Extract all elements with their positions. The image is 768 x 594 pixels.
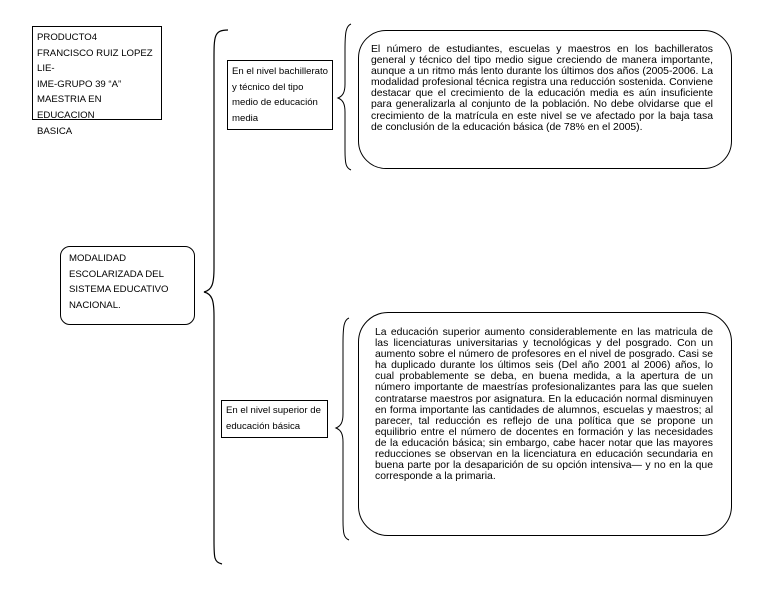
- branch-label-line: educación básica: [226, 420, 301, 432]
- upper-brace: [338, 24, 351, 170]
- main-topic-line: NACIONAL.: [69, 299, 121, 311]
- author-line: PRODUCTO4: [37, 32, 98, 43]
- main-topic-box: [60, 246, 195, 325]
- description-text: La educación superior aumento considerablemente en las matricula de las licenciaturas universitarias y tecnológicas y del posgrado. Con un aumento sobre el número de profesores en el nivel de posgrado. Casi se ha duplicado durante los últimos seis (Del año 2001 al 2006) años, lo cual probablemente se deba, en buena medida, a la apertura de un número importante de maestrías profesionalizantes para las que suelen contratarse maestros por asignatura. En la educación normal disminuyen en forma importante las cantidades de alumnos, escuelas y maestros; al parecer, tal reducción es reflejo de una política que se propone un equilibrio entre el número de docentes en formación y las necesidades de la educación básica; sin embargo, cabe hacer notar que las mayores reducciones se observan en la licenciatura en educación secundaria en buena parte por la desaparición de su opción intensiva— y no en la que corresponde a la primaria.: [375, 327, 713, 483]
- branch-description-bachillerato: [358, 30, 732, 169]
- main-topic-line: ESCOLARIZADA DEL: [69, 268, 164, 280]
- branch-label-line: En el nivel superior de: [226, 405, 321, 416]
- branch-description-superior: [358, 312, 732, 536]
- branch-label-line: En el nivel bachillerato: [232, 66, 328, 77]
- author-info-box: [32, 26, 162, 137]
- lower-brace: [336, 318, 349, 540]
- author-line: BASICA: [37, 125, 73, 137]
- author-line: IME-GRUPO 39 “A”: [37, 78, 122, 90]
- author-line: FRANCISCO RUIZ LOPEZ LIE-: [37, 47, 153, 75]
- main-topic-line: SISTEMA EDUCATIVO: [69, 284, 169, 296]
- branch-label-line: medio de educación: [232, 97, 318, 109]
- branch-label-bachillerato: [227, 60, 333, 130]
- main-topic-line: MODALIDAD: [69, 253, 127, 264]
- description-text: El número de estudiantes, escuelas y maestros en los bachilleratos general y técnico del tipo medio sigue creciendo de manera importante, aunque a un ritmo más lento durante los últimos dos años (2005-2006. La modalidad profesional técnica registra una reducción sostenida. Conviene destacar que el crecimiento de la educación media es aún insuficiente para generalizarla al conjunto de la población. No debe olvidarse que el crecimiento de la matrícula en este nivel se ve afectado por la baja tasa de conclusión de la educación básica (de 78% en el 2005).: [371, 44, 713, 133]
- author-line: MAESTRIA EN EDUCACION: [37, 94, 102, 121]
- branch-label-superior: [221, 400, 328, 438]
- main-brace: [204, 30, 228, 564]
- branch-label-line: media: [232, 112, 259, 124]
- branch-label-line: y técnico del tipo: [232, 81, 304, 93]
